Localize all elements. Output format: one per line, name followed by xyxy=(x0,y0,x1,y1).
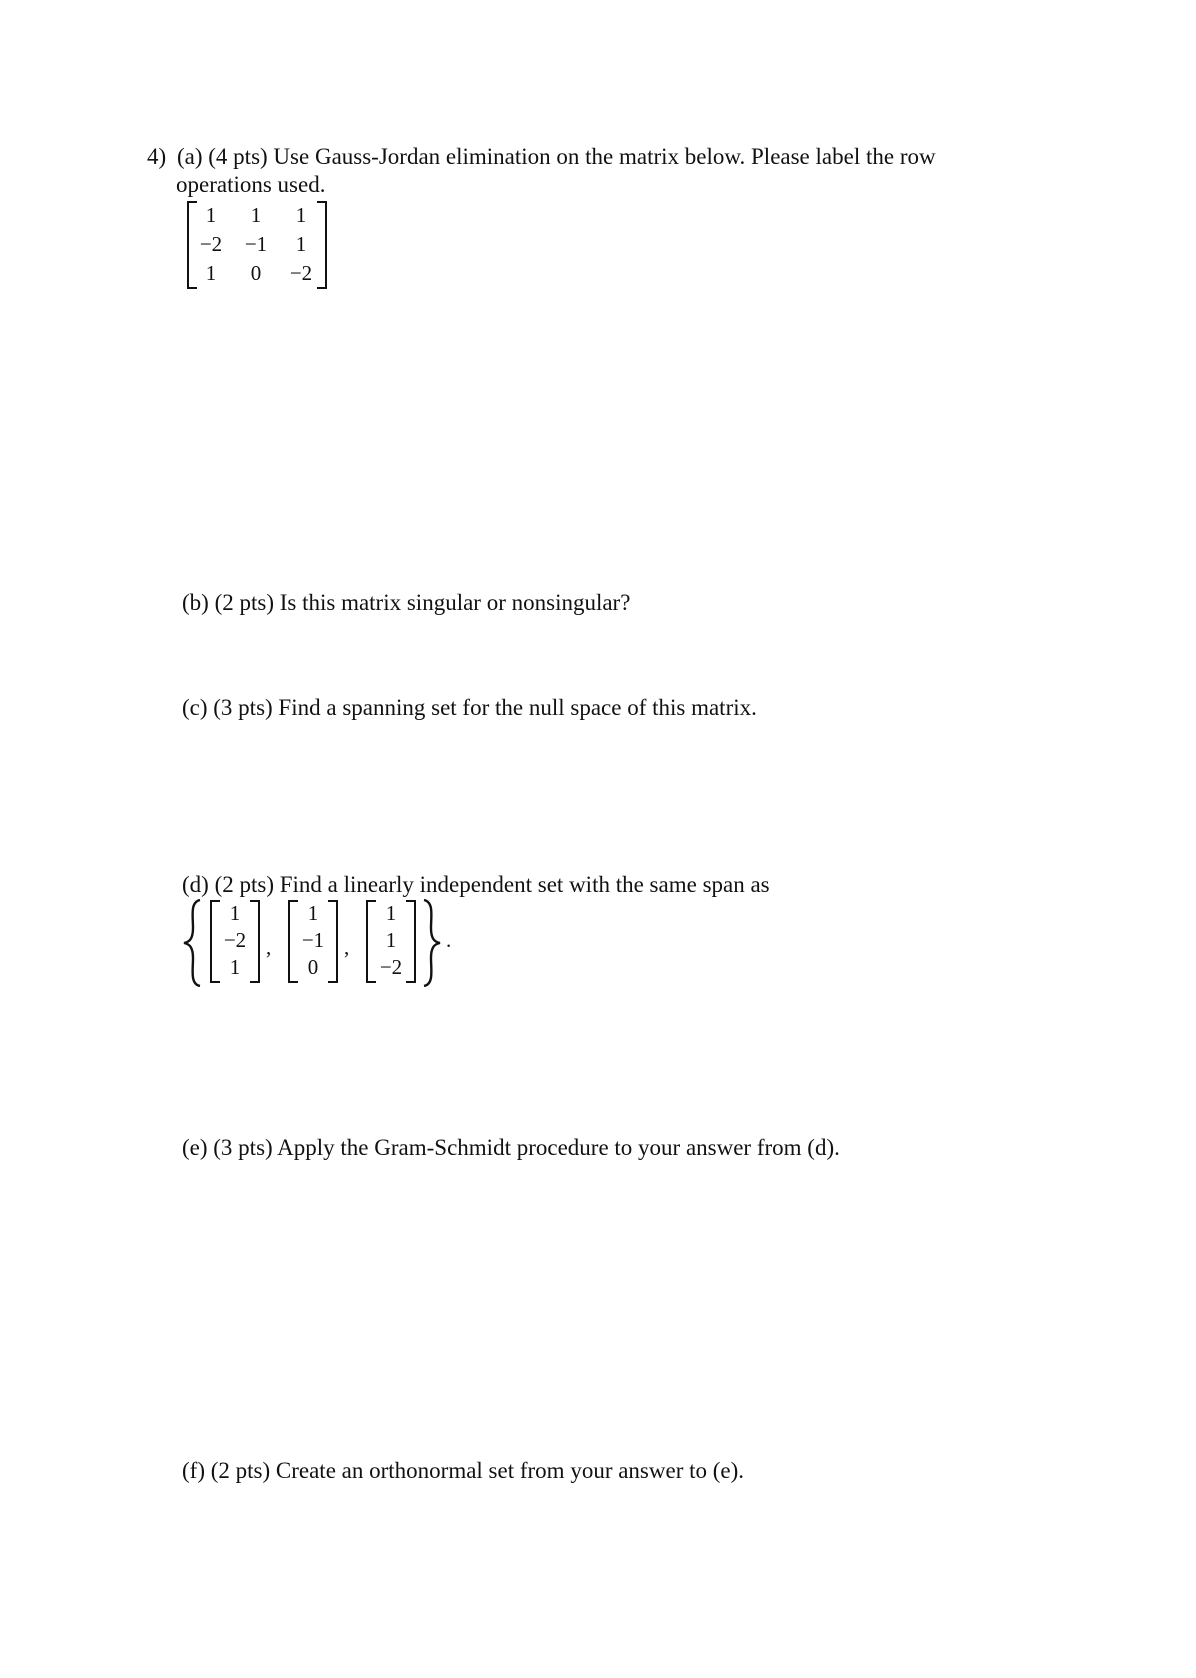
part-c-question: (c) (3 pts) Find a spanning set for the null space of this matrix. xyxy=(182,695,757,720)
matrix-row xyxy=(189,201,325,230)
vector-separator: , xyxy=(344,935,350,959)
matrix-row xyxy=(189,230,325,259)
matrix-cell: 1 xyxy=(295,232,307,256)
left-brace-icon xyxy=(180,898,206,988)
right-brace-icon xyxy=(418,898,444,988)
vector-separator: , xyxy=(266,935,272,959)
matrix-row xyxy=(189,259,325,288)
vector-entry: 1 xyxy=(385,928,397,952)
part-a-line1: (a) (4 pts) Use Gauss-Jordan elimination on the matrix below. Please label the row xyxy=(177,144,936,169)
matrix-cell: 1 xyxy=(250,203,262,227)
part-d-question: (d) (2 pts) Find a linearly independent set with the same span as xyxy=(182,872,770,897)
vector-entry: 1 xyxy=(229,901,241,925)
matrix-cell: −1 xyxy=(244,232,268,256)
vector-entry: −2 xyxy=(379,955,403,979)
matrix-cell: 1 xyxy=(295,203,307,227)
part-e-question: (e) (3 pts) Apply the Gram-Schmidt procedure to your answer from (d). xyxy=(182,1135,840,1160)
vector-entry: 0 xyxy=(307,955,319,979)
problem-number: 4) xyxy=(147,144,167,169)
set-terminator: . xyxy=(446,928,452,952)
part-f-question: (f) (2 pts) Create an orthonormal set from your answer to (e). xyxy=(182,1458,745,1483)
vector-entry: 1 xyxy=(385,901,397,925)
span-vector-3 xyxy=(366,900,416,983)
part-b-question: (b) (2 pts) Is this matrix singular or nonsingular? xyxy=(182,590,631,615)
coefficient-matrix xyxy=(187,201,327,289)
matrix-cell: 1 xyxy=(205,203,217,227)
span-vector-2 xyxy=(288,900,338,983)
vector-entry: −1 xyxy=(301,928,325,952)
matrix-cell: −2 xyxy=(289,261,313,285)
span-vector-1 xyxy=(210,900,260,983)
matrix-cell: 0 xyxy=(250,261,262,285)
part-a-line2: operations used. xyxy=(176,172,326,197)
matrix-cell: −2 xyxy=(199,232,223,256)
vector-entry: −2 xyxy=(223,928,247,952)
vector-entry: 1 xyxy=(229,955,241,979)
matrix-cell: 1 xyxy=(205,261,217,285)
vector-entry: 1 xyxy=(307,901,319,925)
